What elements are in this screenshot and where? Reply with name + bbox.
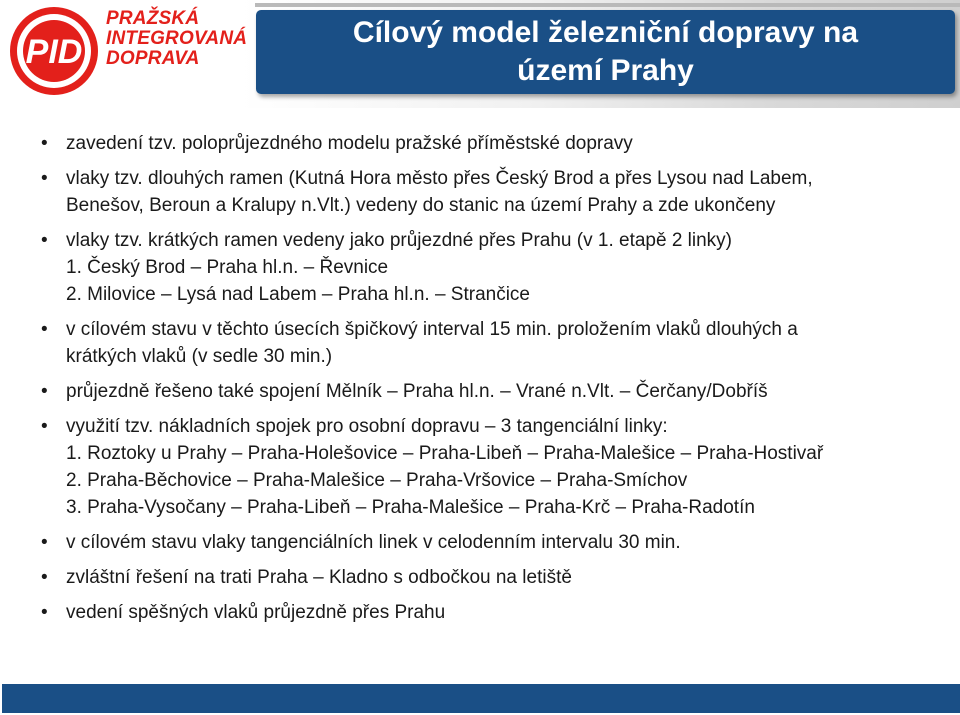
slide-title-line-1: Cílový model železniční dopravy na <box>352 16 859 49</box>
bullet-line: krátkých vlaků (v sedle 30 min.) <box>66 346 333 367</box>
logo-wordmark <box>106 9 247 69</box>
bullet-line: vedení spěšných vlaků průjezdně přes Prahu <box>66 602 446 623</box>
bullet-line: v cílovém stavu v těchto úsecích špičkový interval 15 min. proložením vlaků dlouhých a <box>66 319 798 340</box>
bullet-item <box>38 227 938 308</box>
bullet-line: vlaky tzv. dlouhých ramen (Kutná Hora město přes Český Brod a přes Lysou nad Labem, <box>66 168 813 189</box>
bullet-gap <box>38 219 938 227</box>
bullet-dot-icon: • <box>41 602 48 623</box>
bullet-item <box>38 529 938 556</box>
bullet-dot-icon: • <box>41 319 48 340</box>
bullet-line: průjezdně řešeno také spojení Mělník – Praha hl.n. – Vrané n.Vlt. – Čerčany/Dobříš <box>66 381 768 402</box>
bullet-dot-icon: • <box>41 416 48 437</box>
bullet-dot-icon: • <box>41 230 48 251</box>
bullet-item <box>38 130 938 157</box>
bullet-item <box>38 413 938 521</box>
slide-title <box>326 14 886 90</box>
bullet-dot-icon: • <box>41 381 48 402</box>
bullet-line: 2. Praha-Běchovice – Praha-Malešice – Praha-Vršovice – Praha-Smíchov <box>66 470 688 491</box>
bullet-gap <box>38 521 938 529</box>
pid-logo <box>6 3 256 103</box>
bullet-list <box>38 130 938 626</box>
bullet-item <box>38 564 938 591</box>
bullet-gap <box>38 157 938 165</box>
logo-line-2: INTEGROVANÁ <box>106 28 248 49</box>
bullet-gap <box>38 370 938 378</box>
bullet-line: 1. Český Brod – Praha hl.n. – Řevnice <box>66 257 389 278</box>
footer-bar <box>2 684 960 713</box>
bullet-gap <box>38 405 938 413</box>
bullet-dot-icon: • <box>41 133 48 154</box>
logo-line-1: PRAŽSKÁ <box>106 8 200 29</box>
header-rule <box>255 3 960 7</box>
bullet-line: 2. Milovice – Lysá nad Labem – Praha hl.n. – Strančice <box>66 284 530 305</box>
bullet-gap <box>38 591 938 599</box>
logo-mark-text: PID <box>25 33 83 71</box>
bullet-line: zavedení tzv. poloprůjezdného modelu pražské příměstské dopravy <box>66 133 633 154</box>
logo-line-3: DOPRAVA <box>106 48 200 69</box>
bullet-gap <box>38 308 938 316</box>
bullet-line: vlaky tzv. krátkých ramen vedeny jako průjezdné přes Prahu (v 1. etapě 2 linky) <box>66 230 733 251</box>
bullet-item <box>38 165 938 219</box>
slide-title-line-2: území Prahy <box>517 54 694 87</box>
bullet-line: Benešov, Beroun a Kralupy n.Vlt.) vedeny do stanic na území Prahy a zde ukončeny <box>66 195 776 216</box>
bullet-gap <box>38 556 938 564</box>
pid-logo-mark-icon <box>6 3 106 103</box>
bullet-item <box>38 378 938 405</box>
bullet-dot-icon: • <box>41 532 48 553</box>
bullet-line: zvláštní řešení na trati Praha – Kladno s odbočkou na letiště <box>66 567 572 588</box>
bullet-item <box>38 599 938 626</box>
bullet-item <box>38 316 938 370</box>
bullet-line: 3. Praha-Vysočany – Praha-Libeň – Praha-Malešice – Praha-Krč – Praha-Radotín <box>66 497 755 518</box>
bullet-dot-icon: • <box>41 567 48 588</box>
bullet-line: v cílovém stavu vlaky tangenciálních linek v celodenním intervalu 30 min. <box>66 532 681 553</box>
bullet-line: 1. Roztoky u Prahy – Praha-Holešovice – Praha-Libeň – Praha-Malešice – Praha-Hostivař <box>66 443 824 464</box>
slide-title-box <box>256 10 955 94</box>
bullet-dot-icon: • <box>41 168 48 189</box>
bullet-line: využití tzv. nákladních spojek pro osobní dopravu – 3 tangenciální linky: <box>66 416 668 437</box>
